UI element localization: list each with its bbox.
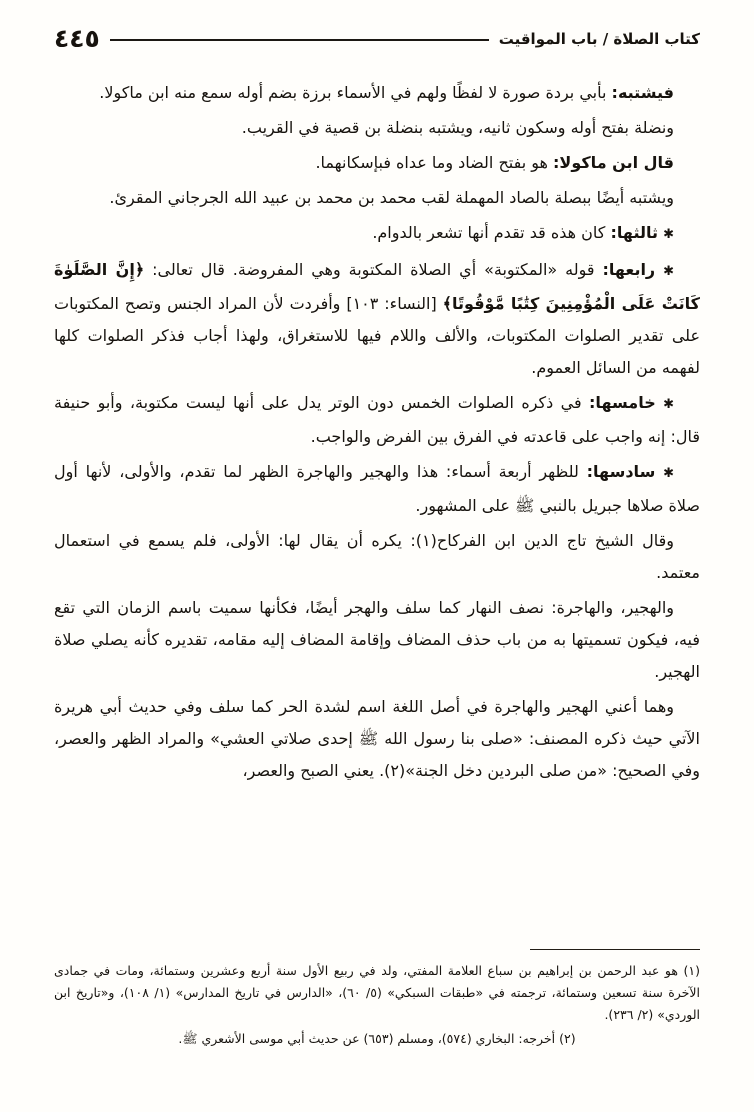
paragraph-text: هو بفتح الضاد وما عداه فبإسكانهما. [315, 153, 548, 172]
paragraph [54, 182, 700, 214]
paragraph-lead: رابعها: [602, 260, 656, 279]
paragraph-text: وقال الشيخ تاج الدين ابن الفركاح(١): يكره أن يقال لها: الأولى، فلم يسمع في استعمال معتمد. [54, 531, 700, 582]
section-star-marker: ✱ [663, 397, 675, 412]
footnotes-section [54, 949, 700, 1050]
paragraph-text: في ذكره الصلوات الخمس دون الوتر يدل على أنها ليست مكتوبة، وأبو حنيفة قال: إنه واجب على قاعدته في الفرق بين الفرض والواجب. [54, 393, 700, 446]
footnote-1: (١) هو عبد الرحمن بن إبراهيم بن سباع العلامة المفتي، ولد في ربيع الأول سنة أربع وعشرين وستمائة، ومات في جمادى الآخرة سنة تسعين وستمائة، ترجمته في «طبقات السبكي» (٥/ ٦٠)، «الدارس في تاريخ المدارس» (١/ ١٠٨)، و«تاريخ ابن الوردي» (٢/ ٢٣٦). [54, 963, 700, 1022]
page-number: ٤٤٥ [54, 24, 100, 53]
section-star-marker: ✱ [663, 466, 674, 481]
paragraph-text: ويشتبه أيضًا ببصلة بالصاد المهملة لقب محمد بن محمد بن عبيد الله الجرجاني المقرئ. [109, 188, 674, 207]
paragraph [54, 254, 700, 384]
paragraph-lead: خامسها: [589, 393, 656, 412]
header-rule [110, 39, 489, 41]
paragraph [54, 525, 700, 589]
paragraph [54, 147, 700, 179]
footnote-separator-rule [530, 949, 700, 950]
paragraph [54, 456, 700, 522]
paragraph-text: بأبي بردة صورة لا لفظًا ولهم في الأسماء برزة بضم أوله سمع منه ابن ماكولا. [99, 83, 607, 102]
paragraph-text: وهما أعني الهجير والهاجرة في أصل اللغة اسم لشدة الحر كما سلف وفي حديث أبي هريرة الآتي حيث ذكره المصنف: «صلى بنا رسول الله ﷺ إحدى صلاتي العشي» والمراد الظهر والعصر، وفي الصحيح: «من صلى البردين دخل الجنة»(٢). يعني الصبح والعصر، [54, 697, 700, 780]
paragraph-text: ونضلة بفتح أوله وسكون ثانيه، ويشتبه بنضلة بن قصية في القريب. [241, 118, 674, 137]
paragraph [54, 691, 700, 787]
quran-verse: ﴿إِنَّ الصَّلَوٰةَ كَانَتْ عَلَى الْمُؤْمِنِينَ كِتَٰبًا مَّوْقُوتًا﴾ [54, 260, 700, 313]
section-star-marker: ✱ [663, 264, 674, 279]
paragraph-text: قوله «المكتوبة» أي الصلاة المكتوبة وهي المفروضة. قال تعالى: [152, 260, 595, 279]
paragraph [54, 387, 700, 453]
chapter-title: كتاب الصلاة / باب المواقيت [498, 29, 700, 48]
footnote-2: (٢) أخرجه: البخاري (٥٧٤)، ومسلم (٦٥٣) عن حديث أبي موسى الأشعري ﷺ. [178, 1031, 576, 1046]
paragraph-lead: سادسها: [586, 462, 656, 481]
paragraph-text: للظهر أربعة أسماء: هذا والهجير والهاجرة الظهر لما تقدم، والأولى، لأنها أول صلاة صلاها جبريل بالنبي ﷺ على المشهور. [54, 462, 700, 515]
paragraph-text: والهجير، والهاجرة: نصف النهار كما سلف والهجر أيضًا، فكأنها سميت باسم الزمان التي تقع فيه، فيكون تسميتها به من باب حذف المضاف وإقامة المضاف إليه مقامه، تقديره كأنه يصلي صلاة الهجير. [54, 598, 700, 681]
paragraph-text: كان هذه قد تقدم أنها تشعر بالدوام. [372, 223, 606, 242]
page-body [54, 77, 700, 787]
section-star-marker: ✱ [663, 227, 674, 242]
paragraph [54, 592, 700, 688]
paragraph [54, 112, 700, 144]
paragraph-lead: ثالثها: [610, 223, 658, 242]
paragraph [54, 217, 700, 251]
paragraph-lead: قال ابن ماكولا: [553, 153, 674, 172]
paragraph-text: وأفردت لأن المراد الجنس وتصح المكتوبات على تقدير الصلوات المكتوبات، والألف واللام فيها للاستغراق، ولهذا أجاب فذكر الصلوات كلها لفهمه من السائل العموم. [54, 294, 700, 377]
paragraph-lead: فيشتبه: [611, 83, 674, 102]
quran-verse-reference: [النساء: ١٠٣] [346, 294, 437, 313]
paragraph [54, 77, 700, 109]
page-header [54, 24, 700, 53]
